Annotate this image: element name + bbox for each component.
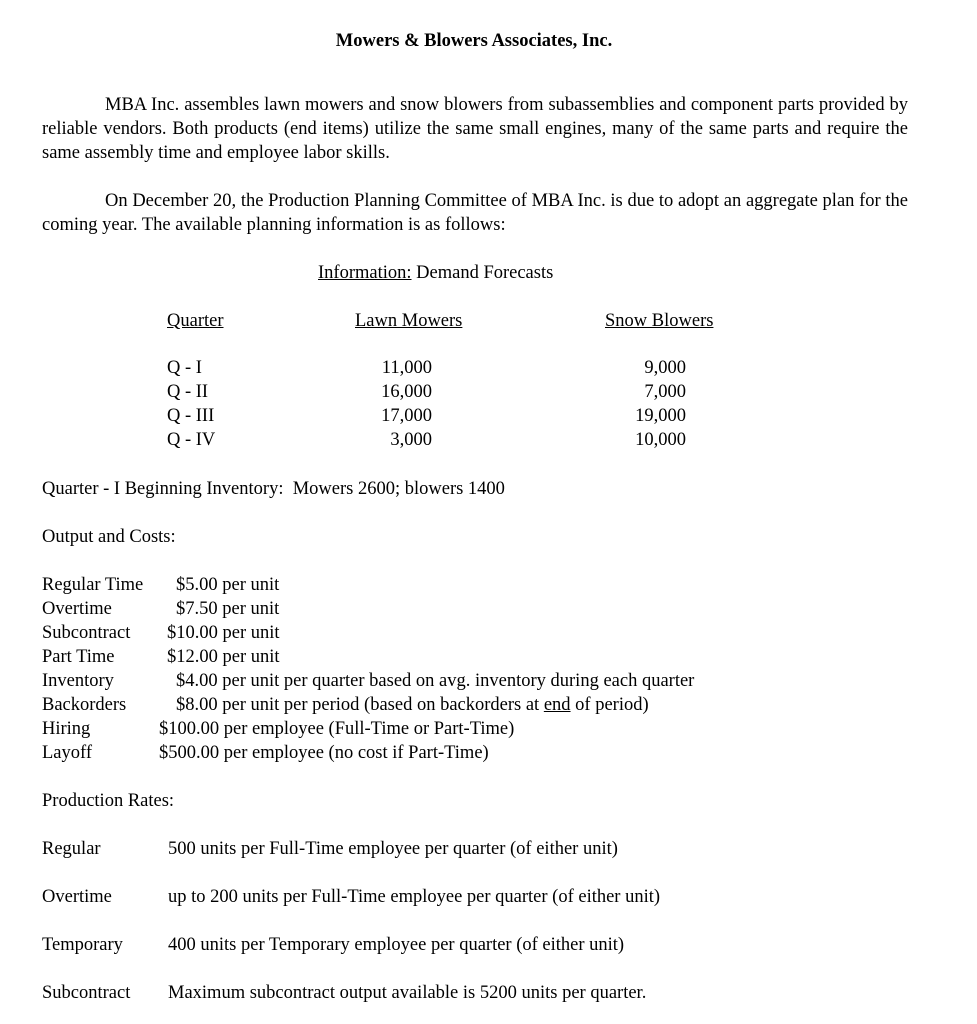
cost-value-subcontract: $10.00 per unit bbox=[167, 623, 280, 643]
costs-heading: Output and Costs: bbox=[42, 527, 176, 547]
document-title: Mowers & Blowers Associates, Inc. bbox=[335, 31, 613, 51]
cost-label-overtime: Overtime bbox=[42, 599, 112, 619]
mowers-cell: 3,000 bbox=[390, 430, 432, 450]
rate-value-overtime: up to 200 units per Full-Time employee per quarter (of either unit) bbox=[168, 887, 661, 907]
backorders-text-pre: $8.00 per unit per period (based on backorders at bbox=[176, 695, 544, 715]
intro-paragraph-1-text: MBA Inc. assembles lawn mowers and snow blowers from subassemblies and component parts provided by reliable vendors. Both products (end items) utilize the same small engines, many of the same parts and require the same assembly time and employee labor skills. bbox=[42, 95, 908, 163]
column-header-snow-blowers: Snow Blowers bbox=[605, 311, 714, 331]
intro-paragraph-1 bbox=[42, 93, 908, 165]
cost-value-part-time: $12.00 per unit bbox=[167, 647, 280, 667]
mowers-cell: 11,000 bbox=[381, 358, 432, 378]
cost-value-inventory: $4.00 per unit per quarter based on avg. inventory during each quarter bbox=[176, 671, 695, 691]
forecast-heading-text: Demand Forecasts bbox=[416, 263, 554, 283]
forecast-heading-label: Information: bbox=[318, 263, 412, 283]
forecast-heading bbox=[318, 262, 553, 284]
cost-label-part-time: Part Time bbox=[42, 647, 115, 667]
cost-value-backorders bbox=[176, 694, 649, 716]
cost-label-inventory: Inventory bbox=[42, 671, 114, 691]
rate-value-subcontract: Maximum subcontract output available is 5200 units per quarter. bbox=[168, 983, 647, 1003]
beginning-inventory: Quarter - I Beginning Inventory: Mowers 2600; blowers 1400 bbox=[42, 479, 505, 499]
quarter-cell: Q - I bbox=[167, 358, 202, 378]
backorders-text-underlined: end bbox=[543, 695, 571, 715]
rate-value-regular: 500 units per Full-Time employee per quarter (of either unit) bbox=[168, 839, 618, 859]
intro-paragraph-2 bbox=[42, 189, 908, 237]
blowers-cell: 19,000 bbox=[635, 406, 686, 426]
intro-paragraph-2-text: On December 20, the Production Planning Committee of MBA Inc. is due to adopt an aggregate plan for the coming year. The available planning information is as follows: bbox=[42, 191, 908, 235]
cost-label-layoff: Layoff bbox=[42, 743, 92, 763]
cost-label-backorders: Backorders bbox=[42, 695, 127, 715]
quarter-cell: Q - II bbox=[167, 382, 209, 402]
column-header-quarter: Quarter bbox=[167, 311, 224, 331]
rate-value-temporary: 400 units per Temporary employee per quarter (of either unit) bbox=[168, 935, 625, 955]
backorders-text-post: of period) bbox=[570, 695, 649, 715]
rate-label-overtime: Overtime bbox=[42, 887, 112, 907]
quarter-cell: Q - IV bbox=[167, 430, 216, 450]
cost-value-hiring: $100.00 per employee (Full-Time or Part-Time) bbox=[159, 719, 515, 739]
quarter-cell: Q - III bbox=[167, 406, 215, 426]
cost-value-regular-time: $5.00 per unit bbox=[176, 575, 280, 595]
blowers-cell: 9,000 bbox=[644, 358, 686, 378]
cost-label-regular-time: Regular Time bbox=[42, 575, 144, 595]
mowers-cell: 16,000 bbox=[381, 382, 432, 402]
cost-label-subcontract: Subcontract bbox=[42, 623, 131, 643]
rate-label-temporary: Temporary bbox=[42, 935, 123, 955]
mowers-cell: 17,000 bbox=[381, 406, 432, 426]
rate-label-regular: Regular bbox=[42, 839, 101, 859]
column-header-lawn-mowers: Lawn Mowers bbox=[355, 311, 463, 331]
blowers-cell: 10,000 bbox=[635, 430, 686, 450]
rate-label-subcontract: Subcontract bbox=[42, 983, 131, 1003]
cost-value-overtime: $7.50 per unit bbox=[176, 599, 280, 619]
blowers-cell: 7,000 bbox=[644, 382, 686, 402]
cost-value-layoff: $500.00 per employee (no cost if Part-Time) bbox=[159, 743, 489, 763]
cost-label-hiring: Hiring bbox=[42, 719, 91, 739]
rates-heading: Production Rates: bbox=[42, 791, 175, 811]
